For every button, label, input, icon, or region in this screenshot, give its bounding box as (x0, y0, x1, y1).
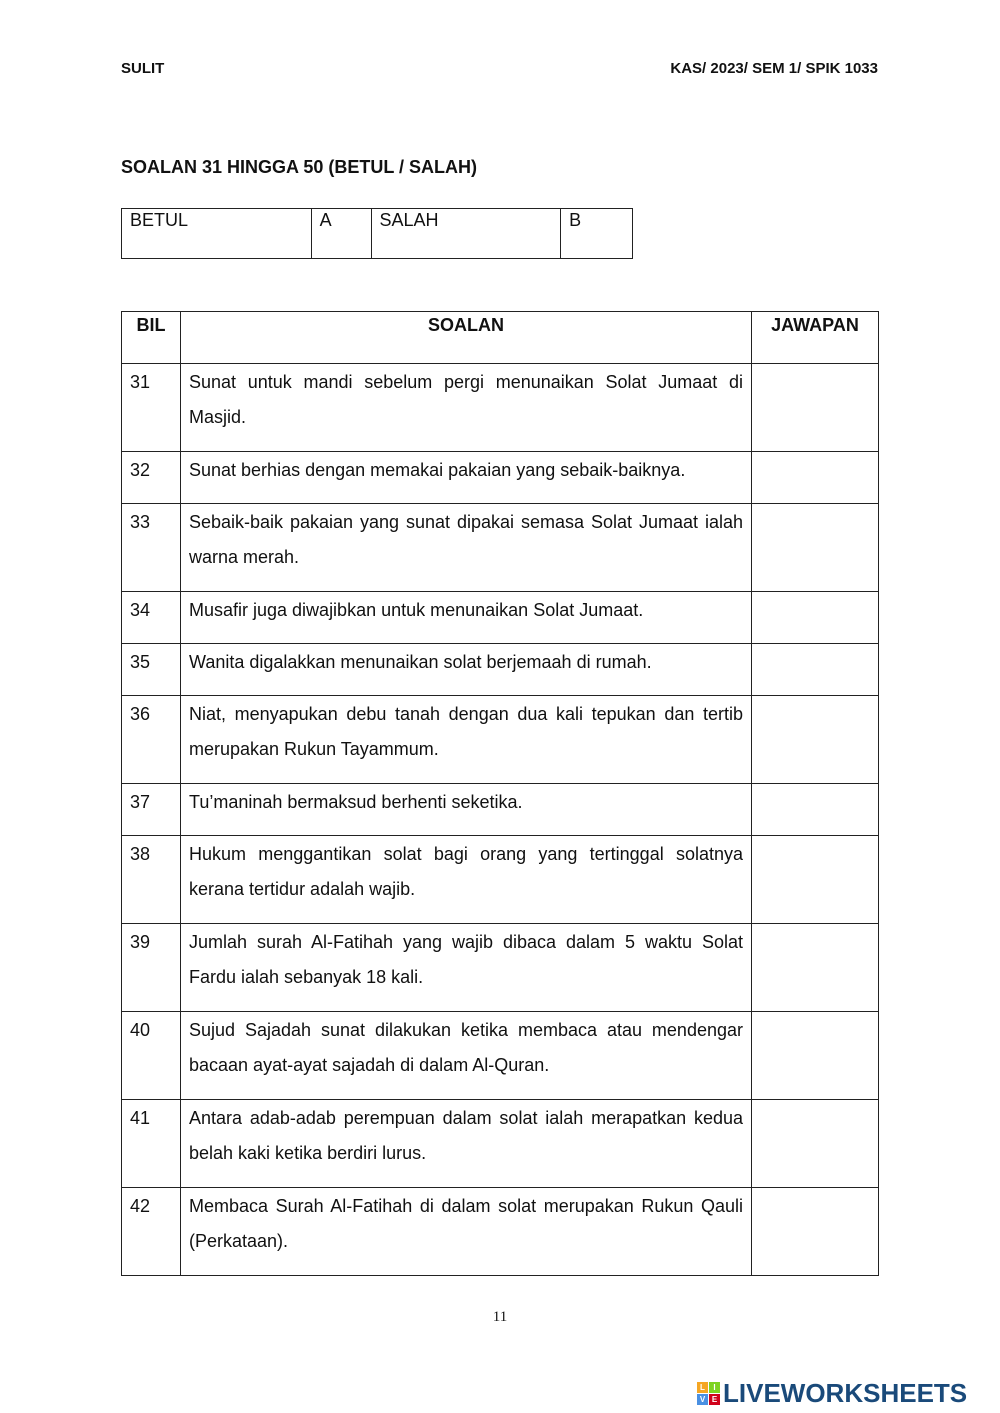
table-row (122, 1012, 879, 1100)
table-row (122, 696, 879, 784)
column-header-bil: BIL (122, 312, 181, 364)
row-number: 37 (122, 784, 181, 836)
table-row (122, 504, 879, 592)
column-header-soalan: SOALAN (181, 312, 752, 364)
question-text: Niat, menyapukan debu tanah dengan dua kali tepukan dan tertib merupakan Rukun Tayammum. (181, 696, 752, 784)
column-header-jawapan: JAWAPAN (752, 312, 879, 364)
question-text: Jumlah surah Al-Fatihah yang wajib dibaca dalam 5 waktu Solat Fardu ialah sebanyak 18 kali. (181, 924, 752, 1012)
answer-cell[interactable] (752, 504, 879, 592)
table-row (122, 644, 879, 696)
row-number: 39 (122, 924, 181, 1012)
header-left: SULIT (121, 60, 165, 77)
liveworksheets-icon: L I V E (697, 1382, 720, 1405)
row-number: 31 (122, 364, 181, 452)
question-text: Tu’maninah bermaksud berhenti seketika. (181, 784, 752, 836)
table-row (122, 1188, 879, 1276)
question-text: Wanita digalakkan menunaikan solat berjemaah di rumah. (181, 644, 752, 696)
header-right: KAS/ 2023/ SEM 1/ SPIK 1033 (670, 60, 878, 77)
legend-betul: BETUL (122, 209, 312, 259)
row-number: 42 (122, 1188, 181, 1276)
table-row (122, 364, 879, 452)
question-text: Membaca Surah Al-Fatihah di dalam solat merupakan Rukun Qauli (Perkataan). (181, 1188, 752, 1276)
table-row (122, 592, 879, 644)
row-number: 33 (122, 504, 181, 592)
legend-salah: SALAH (371, 209, 561, 259)
row-number: 40 (122, 1012, 181, 1100)
question-table (121, 311, 879, 1276)
answer-cell[interactable] (752, 836, 879, 924)
answer-cell[interactable] (752, 452, 879, 504)
row-number: 35 (122, 644, 181, 696)
answer-cell[interactable] (752, 696, 879, 784)
table-row (122, 1100, 879, 1188)
legend-betul-code: A (311, 209, 371, 259)
liveworksheets-logo[interactable] (697, 1378, 967, 1408)
table-row (122, 924, 879, 1012)
legend-salah-code: B (561, 209, 633, 259)
question-text: Antara adab-adab perempuan dalam solat ialah merapatkan kedua belah kaki ketika berdiri lurus. (181, 1100, 752, 1188)
answer-cell[interactable] (752, 1012, 879, 1100)
question-text: Sebaik-baik pakaian yang sunat dipakai semasa Solat Jumaat ialah warna merah. (181, 504, 752, 592)
section-title: SOALAN 31 HINGGA 50 (BETUL / SALAH) (121, 157, 478, 177)
answer-legend (121, 208, 633, 259)
row-number: 34 (122, 592, 181, 644)
answer-cell[interactable] (752, 1100, 879, 1188)
question-text: Hukum menggantikan solat bagi orang yang tertinggal solatnya kerana tertidur adalah wajib. (181, 836, 752, 924)
question-text: Musafir juga diwajibkan untuk menunaikan Solat Jumaat. (181, 592, 752, 644)
question-text: Sunat untuk mandi sebelum pergi menunaikan Solat Jumaat di Masjid. (181, 364, 752, 452)
answer-cell[interactable] (752, 592, 879, 644)
row-number: 38 (122, 836, 181, 924)
question-text: Sujud Sajadah sunat dilakukan ketika membaca atau mendengar bacaan ayat-ayat sajadah di dalam Al-Quran. (181, 1012, 752, 1100)
table-row (122, 836, 879, 924)
answer-cell[interactable] (752, 1188, 879, 1276)
question-text: Sunat berhias dengan memakai pakaian yang sebaik-baiknya. (181, 452, 752, 504)
table-row (122, 784, 879, 836)
row-number: 36 (122, 696, 181, 784)
answer-cell[interactable] (752, 644, 879, 696)
answer-cell[interactable] (752, 364, 879, 452)
row-number: 32 (122, 452, 181, 504)
answer-cell[interactable] (752, 784, 879, 836)
row-number: 41 (122, 1100, 181, 1188)
brand-name: LIVEWORKSHEETS (723, 1377, 968, 1408)
page-number: 11 (492, 1309, 508, 1325)
answer-cell[interactable] (752, 924, 879, 1012)
table-row (122, 452, 879, 504)
